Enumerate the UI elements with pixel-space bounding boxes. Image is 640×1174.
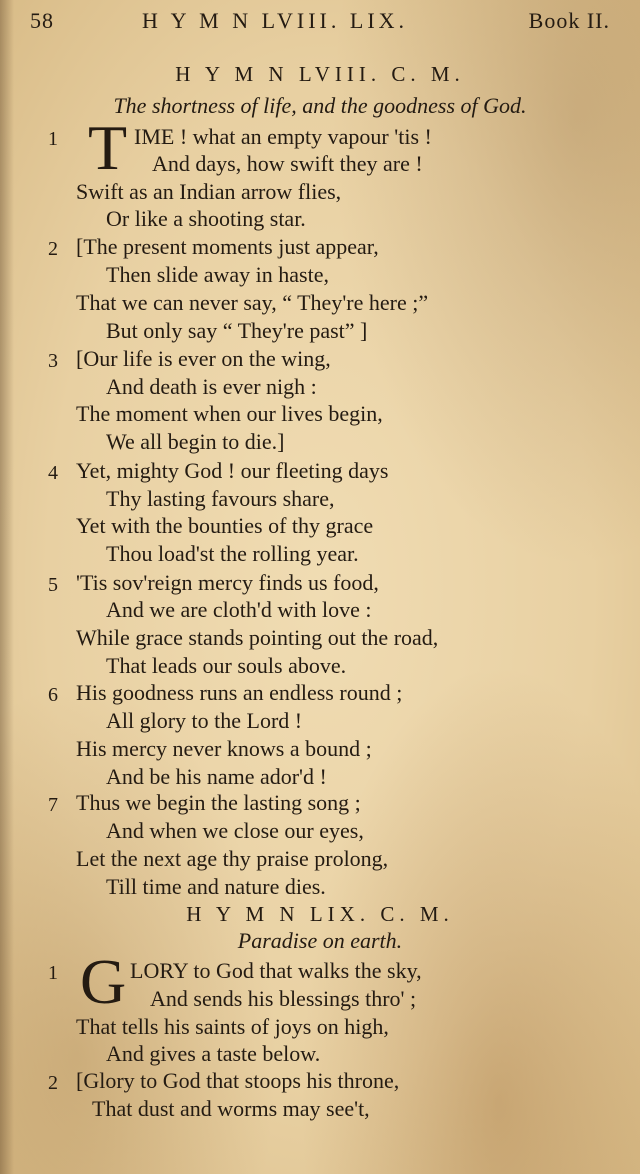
hymn-58-drop-cap: T — [88, 112, 128, 183]
hymn-line: All glory to the Lord ! — [106, 708, 303, 733]
hymn-line: That leads our souls above. — [106, 653, 347, 678]
hymn-line: The moment when our lives begin, — [76, 401, 383, 426]
hymn-line: LORY to God that walks the sky, — [130, 958, 422, 983]
hymn-59-drop-cap: G — [80, 946, 127, 1017]
hymn-line: Then slide away in haste, — [106, 262, 329, 287]
verse-number: 2 — [48, 238, 58, 260]
hymn-line: And days, how swift they are ! — [152, 151, 423, 176]
hymn-line: And sends his blessings thro' ; — [150, 986, 417, 1011]
hymn-line: IME ! what an empty vapour 'tis ! — [134, 124, 432, 149]
hymn-line: Thou load'st the rolling year. — [106, 541, 359, 566]
hymn-line: [Our life is ever on the wing, — [76, 346, 331, 371]
verse-number: 4 — [48, 462, 58, 484]
hymn-line: His mercy never knows a bound ; — [76, 736, 372, 761]
hymn-line: And we are cloth'd with love : — [106, 597, 372, 622]
verse-number: 1 — [48, 128, 58, 150]
spine-shadow — [0, 0, 14, 1174]
verse-number: 5 — [48, 574, 58, 596]
hymn-line: Yet, mighty God ! our fleeting days — [76, 458, 389, 483]
hymn-line: Or like a shooting star. — [106, 206, 306, 231]
hymn-line: While grace stands pointing out the road, — [76, 625, 439, 650]
hymn-line: But only say “ They're past” ] — [106, 318, 368, 343]
hymn-line: And gives a taste below. — [106, 1041, 321, 1066]
hymn-line: That dust and worms may see't, — [92, 1096, 370, 1121]
running-title: H Y M N LVIII. LIX. — [142, 8, 409, 33]
hymn-line: That tells his saints of joys on high, — [76, 1014, 389, 1039]
verse-number: 1 — [48, 962, 58, 984]
hymn-line: 'Tis sov'reign mercy finds us food, — [76, 570, 379, 595]
hymn-59-subtitle: Paradise on earth. — [237, 928, 403, 953]
hymn-line: And when we close our eyes, — [106, 818, 364, 843]
hymn-58-heading: H Y M N LVIII. C. M. — [175, 62, 465, 86]
hymn-59-heading: H Y M N LIX. C. M. — [186, 902, 454, 926]
hymn-line: And death is ever nigh : — [106, 374, 317, 399]
hymn-line: We all begin to die.] — [106, 429, 285, 454]
verse-number: 7 — [48, 794, 58, 816]
verse-number: 6 — [48, 684, 58, 706]
verse-number: 3 — [48, 350, 58, 372]
hymn-line: Yet with the bounties of thy grace — [76, 513, 374, 538]
book-label: Book II. — [528, 8, 610, 33]
running-head — [30, 8, 610, 40]
hymn-line: Swift as an Indian arrow flies, — [76, 179, 342, 204]
hymn-line: [Glory to God that stoops his throne, — [76, 1068, 400, 1093]
hymn-line: And be his name ador'd ! — [106, 764, 327, 789]
hymn-line: That we can never say, “ They're here ;” — [76, 290, 429, 315]
hymn-line: Thy lasting favours share, — [106, 486, 335, 511]
hymn-line: [The present moments just appear, — [76, 234, 379, 259]
hymn-line: Let the next age thy praise prolong, — [76, 846, 389, 871]
page-number: 58 — [30, 8, 54, 33]
hymn-58-subtitle: The shortness of life, and the goodness of God. — [113, 93, 527, 118]
hymn-line: Till time and nature dies. — [106, 874, 326, 899]
verse-number: 2 — [48, 1072, 58, 1094]
hymn-line: Thus we begin the lasting song ; — [76, 790, 361, 815]
hymn-line: His goodness runs an endless round ; — [76, 680, 403, 705]
